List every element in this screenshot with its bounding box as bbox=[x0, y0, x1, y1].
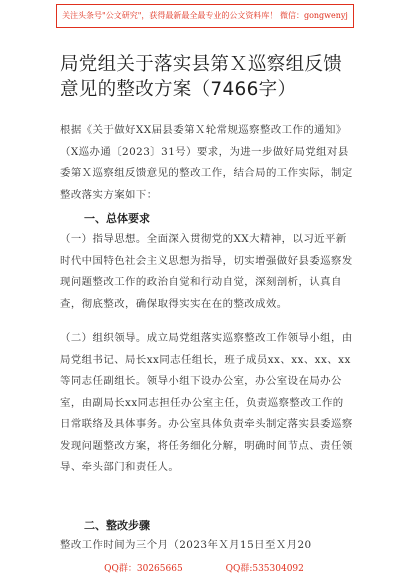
qq-group-2: QQ群:535304092 bbox=[225, 564, 304, 574]
section-heading-2: 二、整改步骤 bbox=[84, 519, 150, 532]
steps-paragraph: 整改工作时间为三个月（2023年Ｘ月15日至Ｘ月20 bbox=[60, 539, 312, 551]
intro-paragraph: 根据《关于做好XX届县委第Ｘ轮常规巡察整改工作的通知》（X巡办通〔2023〕31号）要求，为进一步做好局党组对县委第Ｘ巡察组反馈意见的整改工作，结合局的工作实际，制定整改落实方案如下： bbox=[60, 124, 353, 201]
section-heading-1: 一、总体要求 bbox=[84, 212, 150, 225]
guiding-thought-paragraph: （一）指导思想。全面深入贯彻党的XX大精神，以习近平新时代中国特色社会主义思想为指导，切实增强做好县委巡察发现问题整改工作的政治自觉和行动自觉，深刻剖析，认真自查，彻底整改，确保取得实实在在的整改成效。 bbox=[60, 233, 353, 310]
organization-paragraph: （二）组织领导。成立局党组落实巡察整改工作领导小组，由局党组书记、局长xx同志任组长，班子成员xx、xx、xx、xx等同志任副组长。领导小组下设办公室，办公室设在局办公室，由副局长xx同志担任办公室主任，负责巡察整改工作的日常联络及具体事务。办公室具体负责牵头制定落实县委巡察发现问题整改方案，将任务细化分解，明确时间节点、责任领导、牵头部门和责任人。 bbox=[60, 332, 353, 473]
page-title: 局党组关于落实县第Ｘ巡察组反馈意见的整改方案（7466字） bbox=[60, 54, 343, 100]
qq-group-1: QQ群：30265665 bbox=[104, 564, 183, 574]
footer bbox=[0, 561, 408, 574]
top-banner: 关注头条号"公文研究"，获得最新最全最专业的公文资料库！ 微信：gongwenyj bbox=[56, 4, 354, 28]
